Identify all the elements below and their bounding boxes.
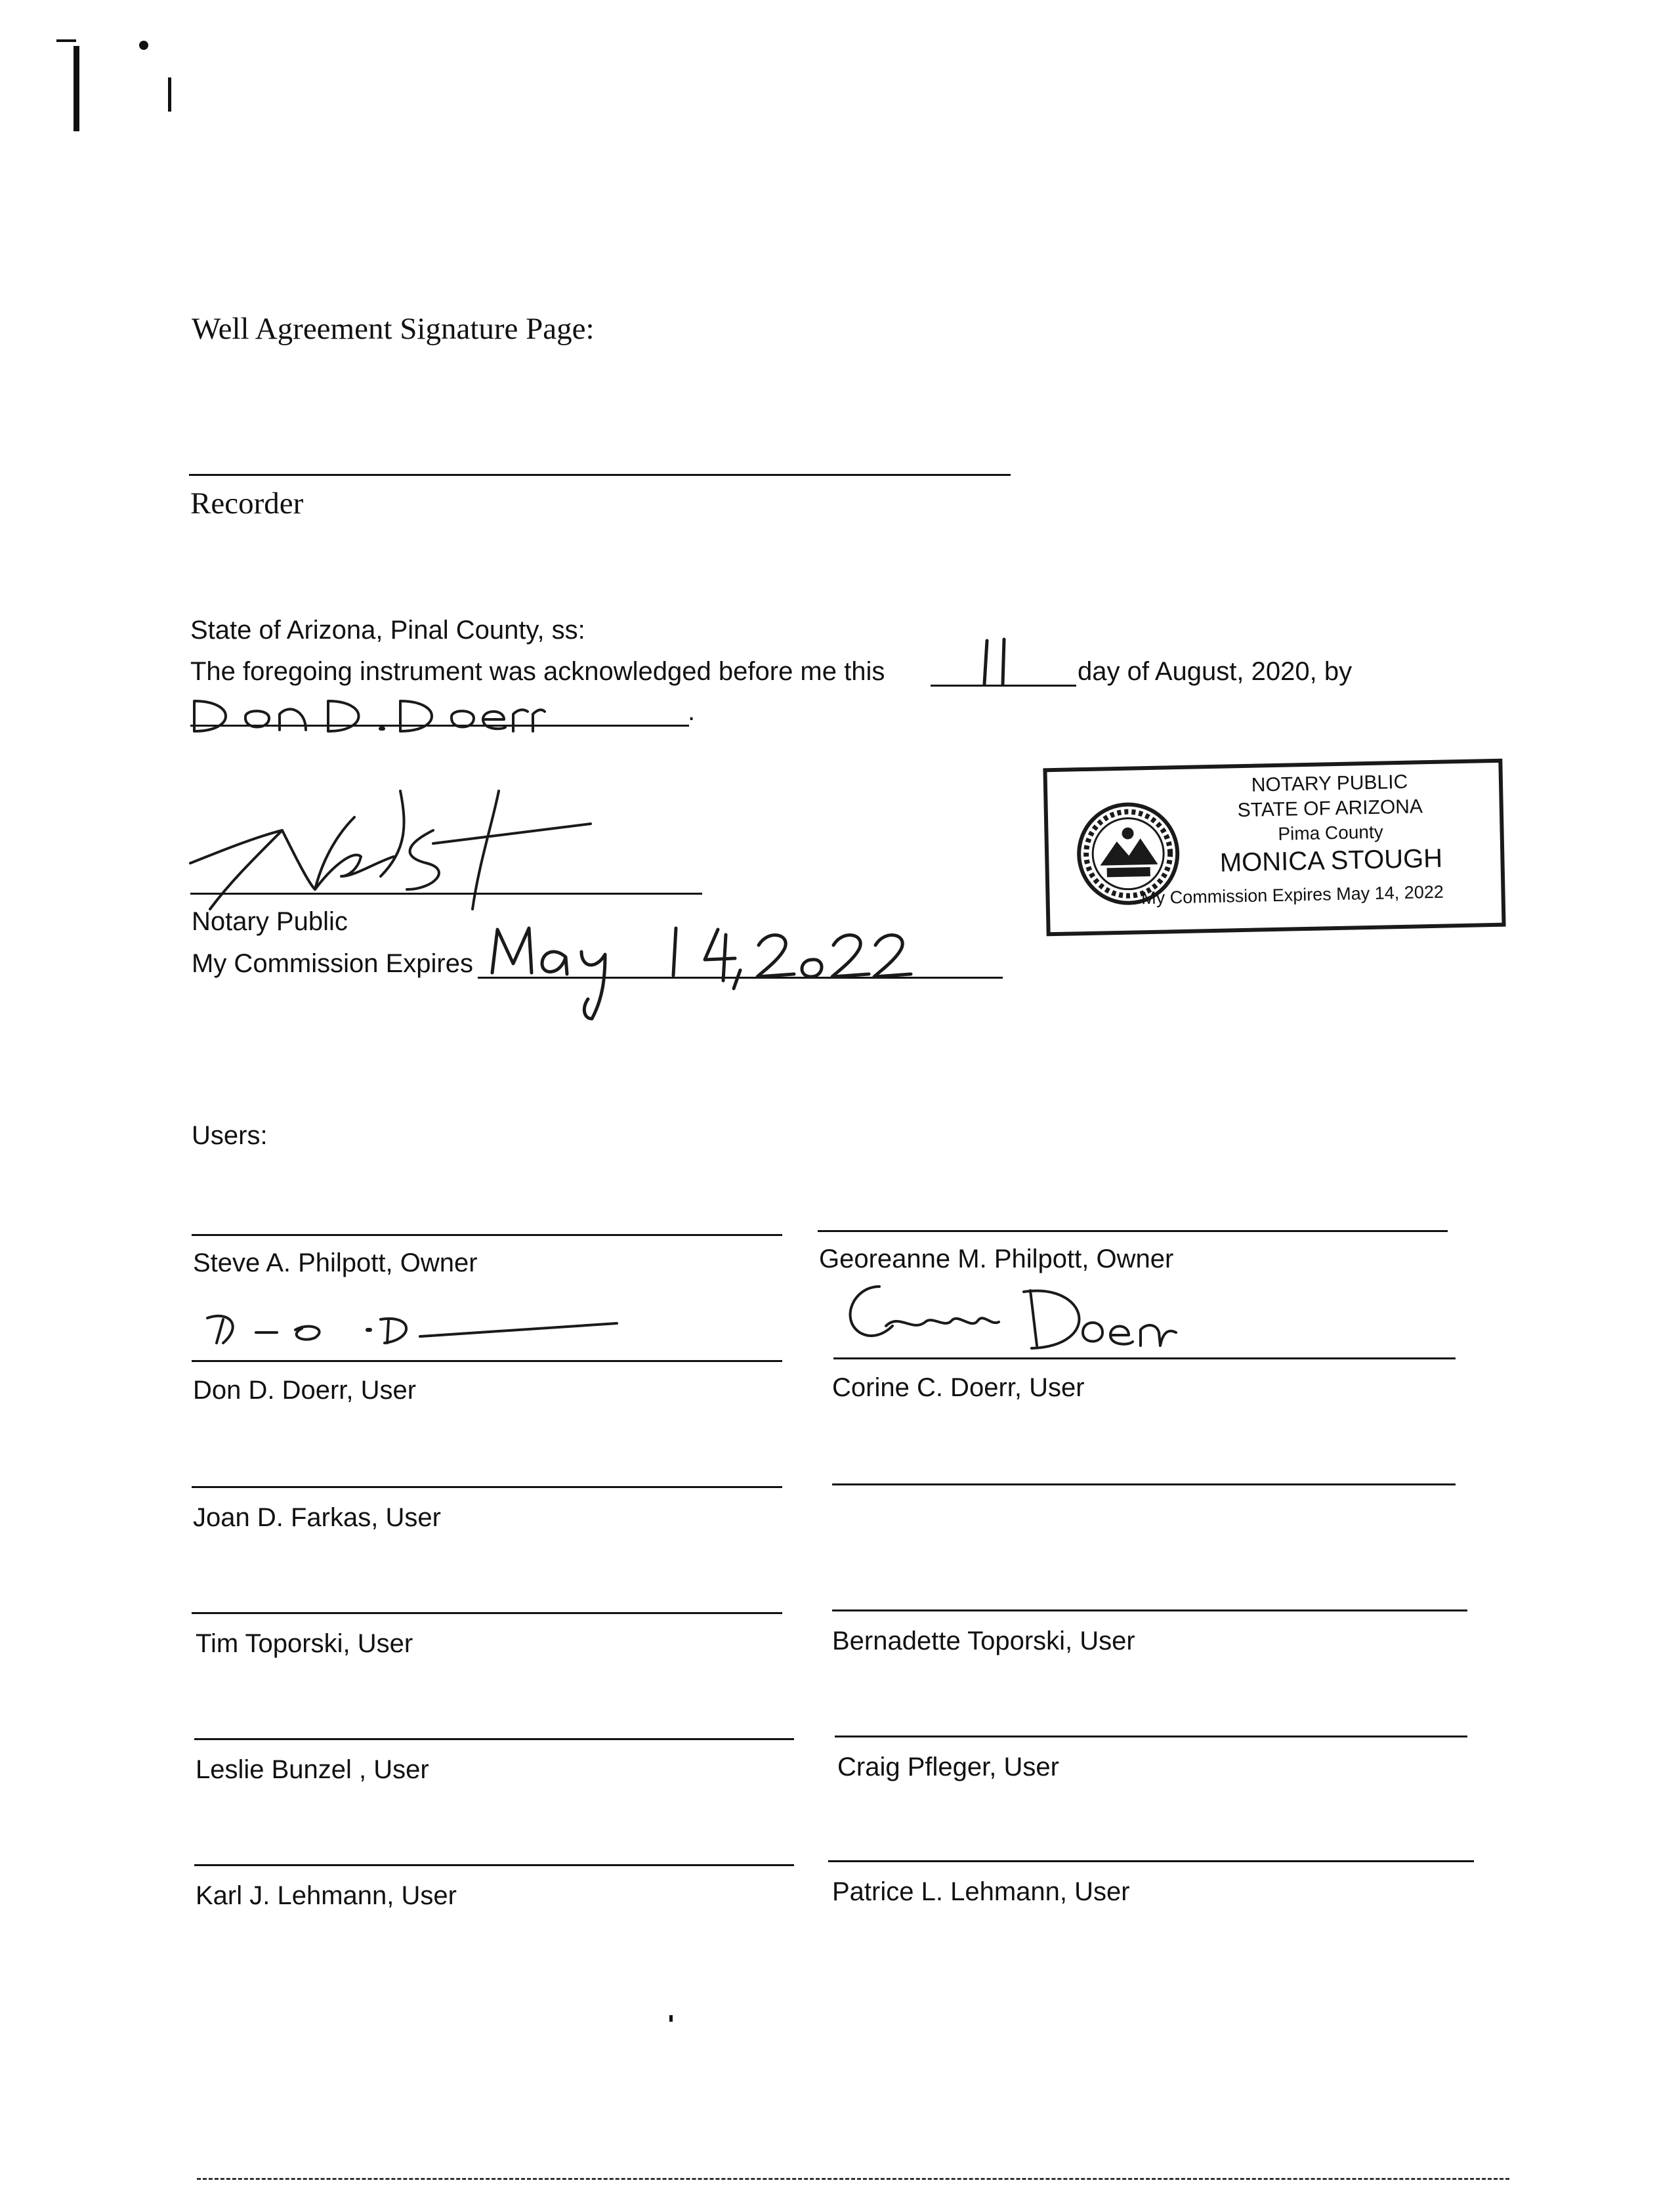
handwritten-day [978, 637, 1017, 689]
signature-line [192, 1486, 782, 1488]
signatory-name: Leslie Bunzel , User [196, 1755, 429, 1784]
signature-corine-doerr [840, 1280, 1181, 1359]
signature-line [818, 1230, 1448, 1232]
signatory-name: Steve A. Philpott, Owner [193, 1248, 478, 1277]
signatory-name: Patrice L. Lehmann, User [832, 1877, 1130, 1906]
signatory-name: Corine C. Doerr, User [832, 1373, 1085, 1402]
signatory-name: Craig Pfleger, User [837, 1753, 1059, 1781]
stamp-notary-public: NOTARY PUBLIC [1251, 771, 1408, 796]
users-heading: Users: [192, 1121, 268, 1150]
notary-label: Notary Public [192, 907, 348, 936]
signatory-name: Bernadette Toporski, User [832, 1627, 1135, 1655]
recorder-signature-line [189, 474, 1011, 476]
scan-edge-line [197, 2178, 1509, 2180]
handwritten-commission-date [486, 920, 919, 1025]
stamp-state: STATE OF ARIZONA [1237, 796, 1423, 822]
signer-period: . [688, 697, 696, 726]
stamp-county: Pima County [1278, 821, 1383, 844]
stamp-notary-name: MONICA STOUGH [1219, 843, 1443, 878]
notary-signature [184, 784, 617, 916]
signatory-name: Don D. Doerr, User [193, 1376, 417, 1405]
signatory-name: Georeanne M. Philpott, Owner [819, 1245, 1174, 1273]
signature-don-doerr [203, 1306, 623, 1352]
page-title: Well Agreement Signature Page: [192, 312, 595, 346]
recorder-label: Recorder [190, 486, 304, 521]
signature-line [194, 1738, 794, 1740]
signature-line [192, 1234, 782, 1236]
signature-line [833, 1357, 1456, 1359]
scan-mark [168, 77, 171, 112]
signature-line [835, 1736, 1467, 1737]
scan-mark [74, 46, 79, 131]
signatory-name: Karl J. Lehmann, User [196, 1881, 457, 1910]
scan-mark [669, 2015, 673, 2022]
notary-stamp [1043, 759, 1505, 937]
signature-line [192, 1360, 782, 1362]
acknowledgment-date-text: day of August, 2020, by [1078, 657, 1353, 686]
signatory-name: Joan D. Farkas, User [193, 1503, 441, 1532]
scan-mark [139, 41, 148, 50]
signature-line [194, 1864, 794, 1866]
signature-line [832, 1609, 1467, 1611]
notary-signature-line [190, 893, 702, 895]
stamp-commission-expires: My Commission Expires May 14, 2022 [1141, 882, 1444, 908]
state-line: State of Arizona, Pinal County, ss: [190, 616, 585, 645]
commission-expires-label: My Commission Expires [192, 949, 473, 978]
acknowledgment-intro: The foregoing instrument was acknowledged before me this [190, 657, 885, 686]
handwritten-signer-name [190, 697, 545, 736]
scan-mark [56, 39, 76, 42]
signature-line [828, 1860, 1474, 1862]
signature-line [192, 1612, 782, 1614]
signatory-name: Tim Toporski, User [196, 1629, 413, 1658]
signature-line [832, 1483, 1456, 1485]
